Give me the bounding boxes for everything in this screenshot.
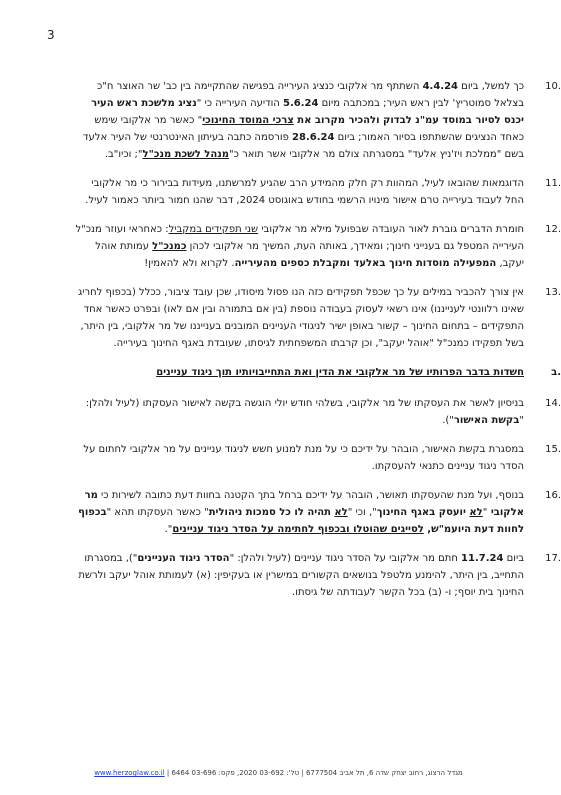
paragraph-number: 12.: [545, 224, 561, 235]
text-run: 5.6.24: [283, 98, 319, 109]
text-run: לסייגים שהוטלו ובכפוף לחתימה על הסדר ניגוד עניינים: [172, 524, 424, 535]
text-run: הדוגמאות שהובאו לעיל, המהוות רק חלק מהמידע הרב שהגיע למרשתנו, מעידות בבירור כי מר אלקובי החל לעבוד בעירייה טרם אישור מינויו הרשמי בחודש באוגוסט 2024, דבר שהנו חמור ביותר כאמור לעיל.: [85, 178, 524, 206]
paragraph-15: [74, 441, 561, 475]
text-run: 28.6.24: [292, 132, 335, 143]
text-run: כמנכ"ל: [152, 241, 187, 252]
text-run: ביום: [503, 553, 524, 564]
section-title: חשדות בדבר הפרותיו של מר אלקובי את הדין ואת התחייבויותיו תוך ניגוד עניינים: [156, 367, 524, 378]
text-run: ").: [442, 415, 454, 426]
paragraph-number: 10.: [545, 81, 561, 92]
text-run: השתתף מר אלקובי כנציג העירייה בפגישה שהתקיימה בין כב' שר האוצר ח"כ בצלאל סמוטריץ' לבין ראש העיר; במכתבה מיום: [97, 81, 524, 109]
text-run: . לקרוא ולא להאמין!: [144, 258, 235, 269]
paragraph-10: [74, 78, 561, 163]
text-run: ", וכי ": [347, 507, 377, 518]
text-run: " כאשר מר אלקובי שימש כאחד הנציגים שהשתתפו בסיור האמור; ביום: [94, 115, 524, 143]
text-run: " כאשר העסקתו תהא ": [106, 507, 209, 518]
footer-address: מגדל הרצוג, רחוב יצחק שדה 6, תל אביב 6777504 | טל': 03-692 2020, פקס: 03-696 6464 |: [164, 769, 463, 777]
text-run: ".: [164, 524, 173, 535]
text-run: ": [482, 507, 488, 518]
text-run: פורסמה כתבה בעיתון האינטרנטי של העיר אלעד בשם "ממלכת ויז'ניץ אלעד" במסגרתה צולם מר אלקובי אשר תואר כ": [83, 132, 524, 160]
text-run: : כאחראי ועוזר מנכ"ל העירייה המטפל גם בענייני חינוך; ומאידך, באותה העת, המשיך מר אלקובי לכהן: [75, 224, 524, 252]
paragraph-number: 17.: [545, 553, 561, 564]
text-run: במסגרת בקשת האישור, הובהר על ידיכם כי על מנת למנוע חשש לניגוד עניינים על מר אלקובי לחתום על הסדר ניגוד עניינים כתנאי להעסקתו.: [83, 444, 524, 472]
paragraph-number: 16.: [545, 490, 561, 501]
text-run: נציג מלשכת ראש העיר יכנס לסיור במוסד עמ"נ לבדוק ולהכיר מקרוב את: [91, 98, 524, 126]
paragraph-number: 15.: [545, 444, 561, 455]
text-run: יועסק באגף החינוך: [376, 507, 470, 518]
page-number: 3: [47, 28, 55, 42]
text-run: אין צורך להכביר במילים על כך שכפל תפקידים כזה הנו פסול מיסודו, שכן עובד ציבור, ככלל (בכפוף לחריג שאינו רלוונטי לענייננו) אינו רשאי לעסוק בעבודה נוספת (בין אם בתמורה ובין אם לאו) ובפרט כאשר אחד התפקידים – בתחום החינוך – קשור באופן ישיר לניגודי העניינים המובנים בענייננו של מר אלקובי, בין היתר, בשל תפקידו כמנכ"ל "אוהל יעקב", וכן קרבתו המשפחתית לגיסתו, שעובדת באגף החינוך בעירייה.: [78, 287, 524, 349]
footer-website-link[interactable]: www.herzoglaw.co.il: [94, 769, 165, 777]
paragraph-number: 11.: [545, 178, 561, 189]
text-run: הודיעה העירייה כי ": [196, 98, 283, 109]
paragraph-text: [75, 224, 524, 269]
text-run: הסדר ניגוד העניינים: [137, 553, 230, 564]
text-run: בקשת האישור: [453, 415, 520, 426]
text-run: "; וכיו"ב.: [104, 149, 143, 160]
text-run: בנוסף, ועל מנת שהעסקתו תאושר, הובהר על ידיכם ברחל בתך הקטנה בחוות דעת כתובה לשירות כי: [97, 490, 524, 501]
text-run: מנהל לשכת מנכ"ל: [142, 149, 229, 160]
text-run: לא: [334, 507, 348, 518]
text-run: לא: [469, 507, 483, 518]
text-run: "), במסגרתו התחייב, בין היתר, להימנע מלטפל בנושאים הקשורים במישרין או בעקיפין: (א) לעמותת אוהל יעקב ולרשת החינוך בית יוסף; ו- (ב) בכל הקשר לעבודתה של גיסתו.: [78, 553, 524, 598]
paragraph-text: [85, 178, 524, 206]
paragraph-number: 14.: [545, 398, 561, 409]
paragraph-13: [74, 284, 561, 352]
text-run: מר אלקובי: [84, 490, 524, 518]
page-footer: [0, 769, 557, 777]
paragraph-text: [78, 490, 524, 535]
paragraph-17: [74, 550, 561, 601]
document-body: [74, 78, 561, 613]
paragraph-text: [86, 398, 524, 426]
paragraph-text: [78, 287, 524, 349]
section-letter: ב.: [551, 367, 561, 378]
text-run: שני תפקידים במקביל: [168, 224, 259, 235]
paragraph-text: [83, 81, 524, 160]
paragraph-16: [74, 487, 561, 538]
paragraph-number: 13.: [545, 287, 561, 298]
paragraph-text: [78, 553, 524, 598]
paragraphs-part-b: [74, 395, 561, 601]
text-run: בכפוף לחוות דעת היועמ"ש,: [78, 507, 524, 535]
paragraph-text: [83, 444, 524, 472]
paragraph-14: [74, 395, 561, 429]
paragraph-12: [74, 221, 561, 272]
text-run: 11.7.24: [461, 553, 504, 564]
text-run: בניסיון לאשר את העסקתו של מר אלקובי, בשלהי חודש יולי הוגשה בקשה לאישור העסקתו (לעיל ולהלן: ": [85, 398, 524, 426]
text-run: עמותת אוהל יעקב,: [95, 241, 524, 269]
text-run: חתם מר אלקובי על הסדר ניגוד עניינים (לעיל ולהלן: ": [229, 553, 462, 564]
text-run: תהיה לו כל סמכות ניהולית: [208, 507, 335, 518]
paragraphs-part-a: [74, 78, 561, 352]
text-run: צרכי המוסד החינוכי: [202, 115, 294, 126]
section-heading: [74, 364, 561, 381]
paragraph-11: [74, 175, 561, 209]
text-run: חומרת הדברים גוברת לאור העובדה שבפועל מילא מר אלקובי: [258, 224, 524, 235]
text-run: כך למשל, ביום: [458, 81, 524, 92]
text-run: 4.4.24: [422, 81, 458, 92]
text-run: המפעילה מוסדות חינוך באלעד ומקבלת כספים מהעירייה: [234, 258, 497, 269]
